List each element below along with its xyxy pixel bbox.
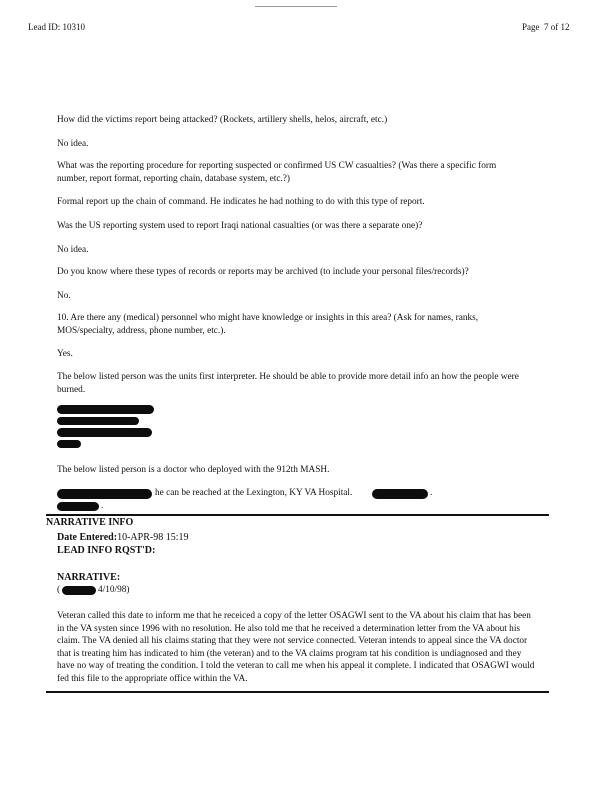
section-divider-bottom xyxy=(46,691,549,693)
narrative-date-row xyxy=(57,585,60,595)
question-personnel: 10. Are there any (medical) personnel who might have knowledge or insights in this area? (Ask for names, ranks, MOS/specialty, address, phone number, etc.). xyxy=(57,313,479,336)
narrative-open-paren: ( xyxy=(57,585,61,595)
contact-period: . xyxy=(430,488,433,498)
doctor-contact-text: he can be reached at the Lexington, KY VA Hospital. xyxy=(155,488,353,498)
answer-reporting-procedure: Formal report up the chain of command. He indicates he had nothing to do with this type of report. xyxy=(57,197,425,207)
date-entered-row xyxy=(57,532,188,543)
narrative-date: 4/10/98) xyxy=(98,585,130,595)
answer-iraqi-casualties: No idea. xyxy=(57,245,89,255)
question-reporting-procedure: What was the reporting procedure for reporting suspected or confirmed US CW casualties? (Was there a specific form number, report format, reporting chain, database system, etc.?) xyxy=(57,161,497,184)
lead-id: Lead ID: 10310 xyxy=(28,22,85,32)
page-label: Page xyxy=(522,22,540,32)
question-attack-report: How did the victims report being attacked? (Rockets, artillery shells, helos, aircraft, etc.) xyxy=(57,115,388,125)
redaction-bar xyxy=(57,405,154,414)
redaction-bar xyxy=(62,586,96,595)
narrative-label: NARRATIVE: xyxy=(57,572,121,583)
redaction-bar xyxy=(57,428,152,437)
answer-attack-report: No idea. xyxy=(57,139,89,149)
redaction-bar xyxy=(372,489,428,499)
page-number: 7 xyxy=(544,22,549,32)
redaction-bar xyxy=(57,502,99,511)
answer-archives: No. xyxy=(57,291,71,301)
lead-info-label: LEAD INFO RQST'D: xyxy=(57,545,156,556)
contact-period-2: . xyxy=(101,501,104,511)
question-archives: Do you know where these types of records or reports may be archived (to include your personal files/records)? xyxy=(57,267,469,277)
question-iraqi-casualties: Was the US reporting system used to report Iraqi national casualties (or was there a separate one)? xyxy=(57,221,423,231)
narrative-text: Veteran called this date to inform me that he receiced a copy of the letter OSAGWI sent to the VA about his claim that has been in the VA systen since 1996 with no resolution. He also told me that he received a determination letter from the VA about his claim. The VA denied all his claims stating that they were not service connected. Veteran intends to appeal since the VA doctor that is treating him has indicated to him (the veteran) and to the VA claims program tat his condition is undiagnosed and they have no way of treating the condition. I told the veteran to call me when his appeal it complete. I indicated that OSAGWI would fed this file to the appropriate office within the VA. xyxy=(57,611,535,684)
page-indicator xyxy=(522,22,570,32)
date-entered-value: 10-APR-98 15:19 xyxy=(117,532,189,543)
redaction-bar xyxy=(57,417,139,425)
answer-personnel: Yes. xyxy=(57,349,73,359)
of-label: of xyxy=(550,22,559,32)
narrative-info-heading: NARRATIVE INFO xyxy=(46,517,134,528)
interpreter-note: The below listed person was the units first interpreter. He should be able to provide more detail info an how the people were burned. xyxy=(57,372,519,395)
scan-top-mark xyxy=(255,6,337,7)
doctor-note: The below listed person is a doctor who deployed with the 912th MASH. xyxy=(57,465,330,475)
date-entered-label: Date Entered: xyxy=(57,532,118,543)
page-total: 12 xyxy=(560,22,570,32)
redaction-bar xyxy=(57,440,81,448)
section-divider xyxy=(46,514,549,516)
redaction-bar xyxy=(57,489,152,499)
